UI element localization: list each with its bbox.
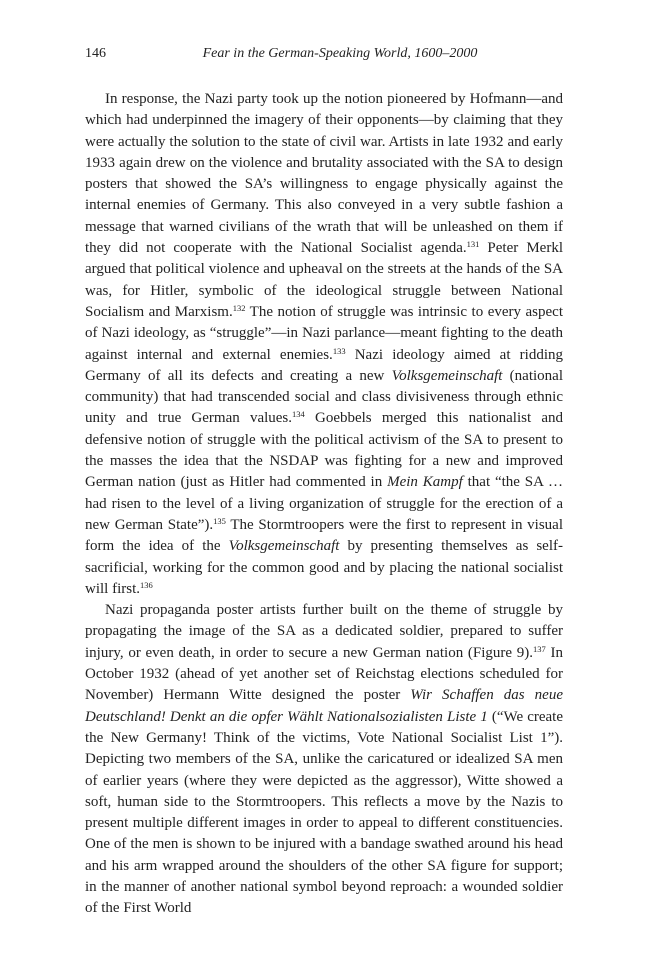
footnote-ref: 131	[466, 239, 480, 250]
footnote-ref: 135	[213, 515, 226, 526]
italic-text: Wir Schaffen das neue Deutschland! Denkt an die opfer Wählt Nationalsozialisten Liste 1	[85, 687, 563, 725]
text-run: Nazi propaganda poster artists further built on the theme of struggle by propagating the image of the SA as a dedicated soldier, prepared to suffer injury, or even death, in order to secure a new German nation (Figure 9).	[85, 602, 563, 661]
footnote-ref: 136	[140, 579, 153, 590]
paragraph	[85, 89, 563, 600]
text-run: (national community) that had transcended social and class divisiveness through ethnic unity and true German values.	[85, 367, 563, 427]
italic-text: Volksgemeinschaft	[391, 367, 503, 384]
footnote-ref: 134	[292, 409, 305, 420]
text-run: Goebbels merged this nationalist and defensive notion of struggle with the political activism of the SA to present to the masses the idea that the NSDAP was fighting for a new and improved German nation (just as Hitler had commented in	[85, 410, 563, 491]
text-run: (“We create the New Germany! Think of the victims, Vote National Socialist List 1”). Depicting two members of the SA, unlike the caricatured or idealized SA men of earlier years (where they were depicted as the aggressor), Witte showed a soft, human side to the Stormtroopers. This reflects a move by the Nazis to present multiple different images in order to appeal to different constituencies. One of the men is shown to be injured with a bandage swathed around his head and his arm wrapped around the shoulders of the other SA figure for support; in the manner of another national symbol beyond reproach: a wounded soldier of the First World	[85, 708, 564, 917]
text-run: The Stormtroopers were the first to represent in visual form the idea of the	[85, 516, 563, 555]
text-run: In response, the Nazi party took up the notion pioneered by Hofmann—and which had underpinned the imagery of their opponents—by claiming that they were actually the solution to the state of civil war. Artists in late 1932 and early 1933 again drew on the violence and brutality associated with the SA to design posters that showed the SA’s willingness to engage physically against the internal enemies of Germany. This also conveyed in a very subtle fashion a message that warned civilians of the wrath that will be unleashed on them if they did not cooperate with the National Socialist agenda.	[85, 91, 563, 257]
body-text	[85, 89, 563, 920]
footnote-ref: 132	[232, 302, 246, 313]
text-run: that “the SA … had risen to the level of a living organization of struggle for the erection of a new German State”).	[85, 474, 563, 533]
footnote-ref: 137	[533, 643, 546, 654]
paragraph	[85, 600, 563, 919]
text-run: The notion of struggle was intrinsic to every aspect of Nazi ideology, as “struggle”—in Nazi parlance—meant fighting to the death against internal and external enemies.	[85, 303, 563, 363]
running-title: Fear in the German-Speaking World, 1600–2000	[202, 46, 478, 61]
text-run: In October 1932 (ahead of yet another set of Reichstag elections scheduled for November) Hermann Witte designed the poster	[85, 644, 564, 704]
page-number: 146	[85, 46, 106, 61]
italic-text: Volksgemeinschaft	[228, 538, 340, 555]
italic-text: Mein Kampf	[387, 474, 463, 491]
text-run: Peter Merkl argued that political violence and upheaval on the streets at the hands of the SA was, for Hitler, symbolic of the ideological struggle between National Socialism and Marxism.	[85, 240, 563, 320]
footnote-ref: 133	[332, 345, 346, 356]
text-run: Nazi ideology aimed at ridding Germany of all its defects and creating a new	[85, 346, 563, 384]
running-header	[85, 44, 563, 64]
text-run: by presenting themselves as self-sacrificial, working for the common good and by placing the national socialist will first.	[85, 538, 563, 597]
